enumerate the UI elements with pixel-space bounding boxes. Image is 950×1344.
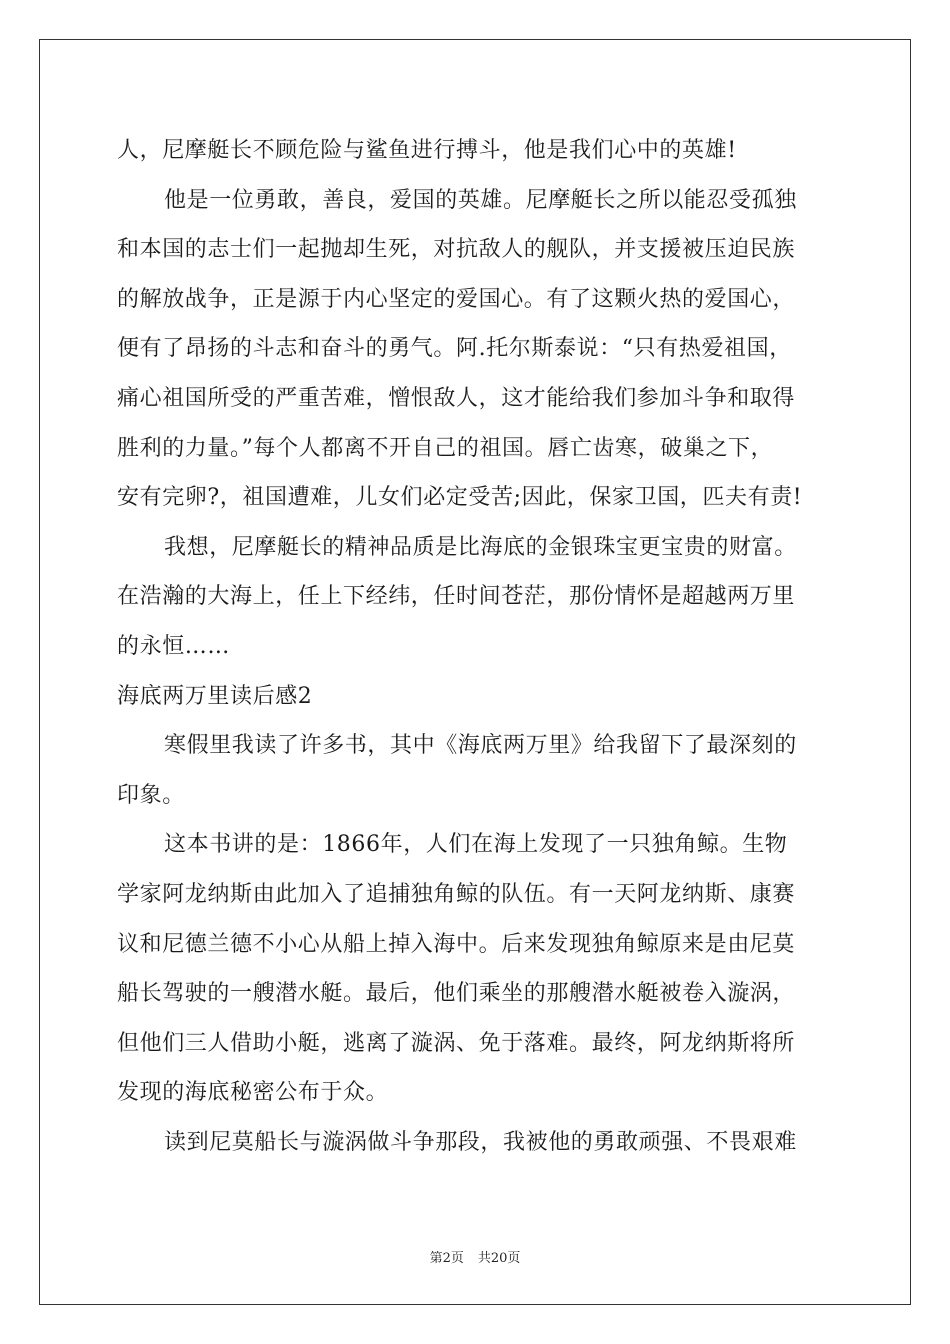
text-line: 人，尼摩艇长不顾危险与鲨鱼进行搏斗，他是我们心中的英雄! xyxy=(117,138,737,163)
text-line: 痛心祖国所受的严重苦难，憎恨敌人，这才能给我们参加斗争和取得 xyxy=(117,385,796,411)
page-number: 第2页 xyxy=(429,1251,464,1266)
section-heading: 海底两万里读后感2 xyxy=(117,683,313,709)
page-total: 共20页 xyxy=(477,1251,521,1266)
text-line: 的永恒…… xyxy=(117,633,231,659)
text-line: 发现的海底秘密公布于众。 xyxy=(117,1080,389,1106)
document-body xyxy=(117,126,837,1167)
paragraph-start-line: 读到尼莫船长与漩涡做斗争那段，我被他的勇敢顽强、不畏艰难 xyxy=(164,1129,797,1155)
text-line: 胜利的力量。”每个人都离不开自己的祖国。唇亡齿寒，破巢之下， xyxy=(117,435,774,461)
page-footer xyxy=(0,1247,950,1266)
text-line: 的解放战争，正是源于内心坚定的爱国心。有了这颗火热的爱国心， xyxy=(117,286,796,312)
paragraph-start-line: 这本书讲的是：1866年，人们在海上发现了一只独角鲸。生物 xyxy=(164,832,788,858)
paragraph-start-line: 我想，尼摩艇长的精神品质是比海底的金银珠宝更宝贵的财富。 xyxy=(164,534,797,560)
paragraph-start-line: 他是一位勇敢，善良，爱国的英雄。尼摩艇长之所以能忍受孤独 xyxy=(164,187,797,213)
text-line: 安有完卵?，祖国遭难，儿女们必定受苦;因此，保家卫国，匹夫有责! xyxy=(117,485,803,511)
text-line: 学家阿龙纳斯由此加入了追捕独角鲸的队伍。有一天阿龙纳斯、康赛 xyxy=(117,881,796,907)
paragraph-start-line: 寒假里我读了许多书，其中《海底两万里》给我留下了最深刻的 xyxy=(164,733,797,759)
text-line: 和本国的志士们一起抛却生死，对抗敌人的舰队，并支援被压迫民族 xyxy=(117,237,796,263)
text-line: 印象。 xyxy=(117,782,185,808)
text-line: 在浩瀚的大海上，任上下经纬，任时间苍茫，那份情怀是超越两万里 xyxy=(117,584,796,610)
text-line: 便有了昂扬的斗志和奋斗的勇气。阿.托尔斯泰说：“只有热爱祖国， xyxy=(117,336,792,362)
text-line: 船长驾驶的一艘潜水艇。最后，他们乘坐的那艘潜水艇被卷入漩涡， xyxy=(117,981,796,1007)
text-line: 议和尼德兰德不小心从船上掉入海中。后来发现独角鲸原来是由尼莫 xyxy=(117,931,796,957)
text-line: 但他们三人借助小艇，逃离了漩涡、免于落难。最终，阿龙纳斯将所 xyxy=(117,1030,796,1056)
